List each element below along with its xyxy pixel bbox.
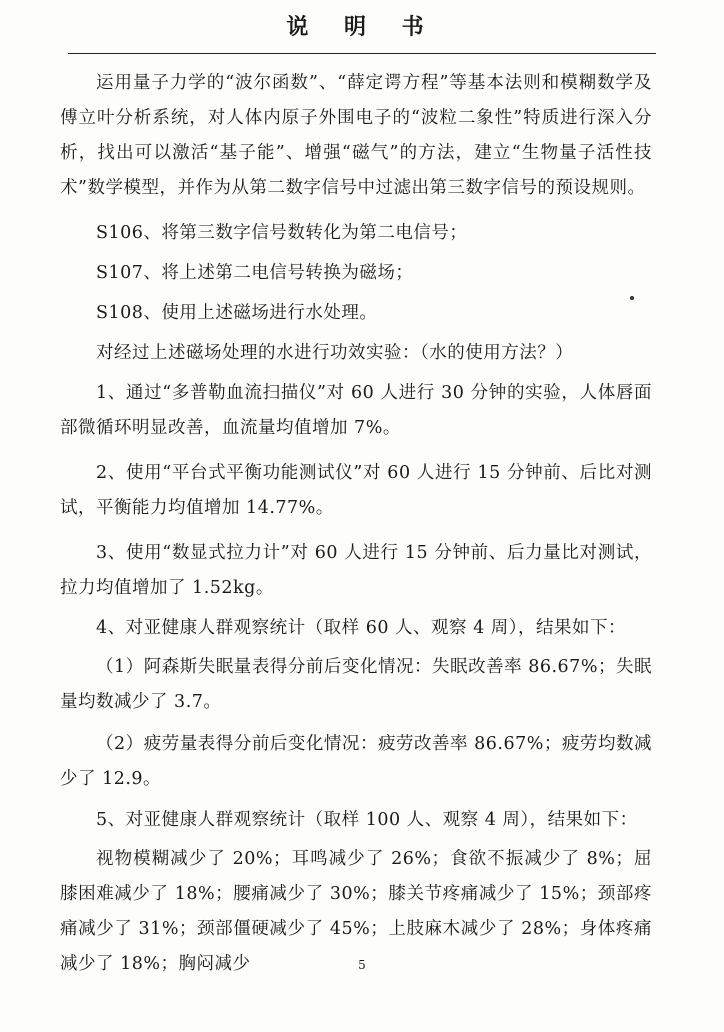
paragraph-s106: S106、将第三数字信号数转化为第二电信号； — [96, 223, 468, 243]
scan-speck — [630, 296, 634, 300]
paragraph-item-4-2: （2）疲劳量表得分前后变化情况：疲劳改善率 86.67%；疲劳均数减少了 12.9。 — [60, 734, 652, 789]
page-number: 5 — [358, 958, 366, 972]
paragraph-intro: 运用量子力学的“波尔函数”、“薛定谔方程”等基本法则和模糊数学及傅立叶分析系统，对人体内原子外围电子的“波粒二象性”特质进行深入分析，找出可以激活“基子能”、增强“磁气”的方法，建立“生物量子活性技术”数学模型，并作为从第二数字信号中过滤出第三数字信号的预设规则。 — [60, 73, 652, 198]
paragraph-item-3: 3、使用“数显式拉力计”对 60 人进行 15 分钟前、后力量比对测试，拉力均值增加了 1.52kg。 — [60, 543, 652, 598]
title-underline — [68, 53, 656, 54]
paragraph-item-1: 1、通过“多普勒血流扫描仪”对 60 人进行 30 分钟的实验，人体唇面部微循环明显改善，血流量均值增加 7%。 — [60, 383, 652, 438]
paragraph-experiment-intro: 对经过上述磁场处理的水进行功效实验：（水的使用方法？） — [96, 343, 574, 363]
paragraph-item-5: 5、对亚健康人群观察统计（取样 100 人、观察 4 周），结果如下： — [96, 810, 638, 830]
paragraph-item-4: 4、对亚健康人群观察统计（取样 60 人、观察 4 周），结果如下： — [96, 618, 627, 638]
paragraph-item-4-1: （1）阿森斯失眠量表得分前后变化情况：失眠改善率 86.67%；失眠量均数减少了 3.7。 — [60, 657, 652, 712]
paragraph-item-2: 2、使用“平台式平衡功能测试仪”对 60 人进行 15 分钟前、后比对测试，平衡能力均值增加 14.77%。 — [60, 463, 652, 518]
paragraph-s108: S108、使用上述磁场进行水处理。 — [96, 303, 378, 323]
page-title: 说 明 书 — [286, 15, 438, 40]
paragraph-item-5-results: 视物模糊减少了 20%；耳鸣减少了 26%；食欲不振减少了 8%；屈膝困难减少了 18%；腰痛减少了 30%；膝关节疼痛减少了 15%；颈部疼痛减少了 31%；颈部僵硬减少了 45%；上肢麻木减少了 28%；身体疼痛减少了 18%；胸闷减少 — [60, 849, 652, 974]
paragraph-s107: S107、将上述第二电信号转换为磁场； — [96, 263, 414, 283]
